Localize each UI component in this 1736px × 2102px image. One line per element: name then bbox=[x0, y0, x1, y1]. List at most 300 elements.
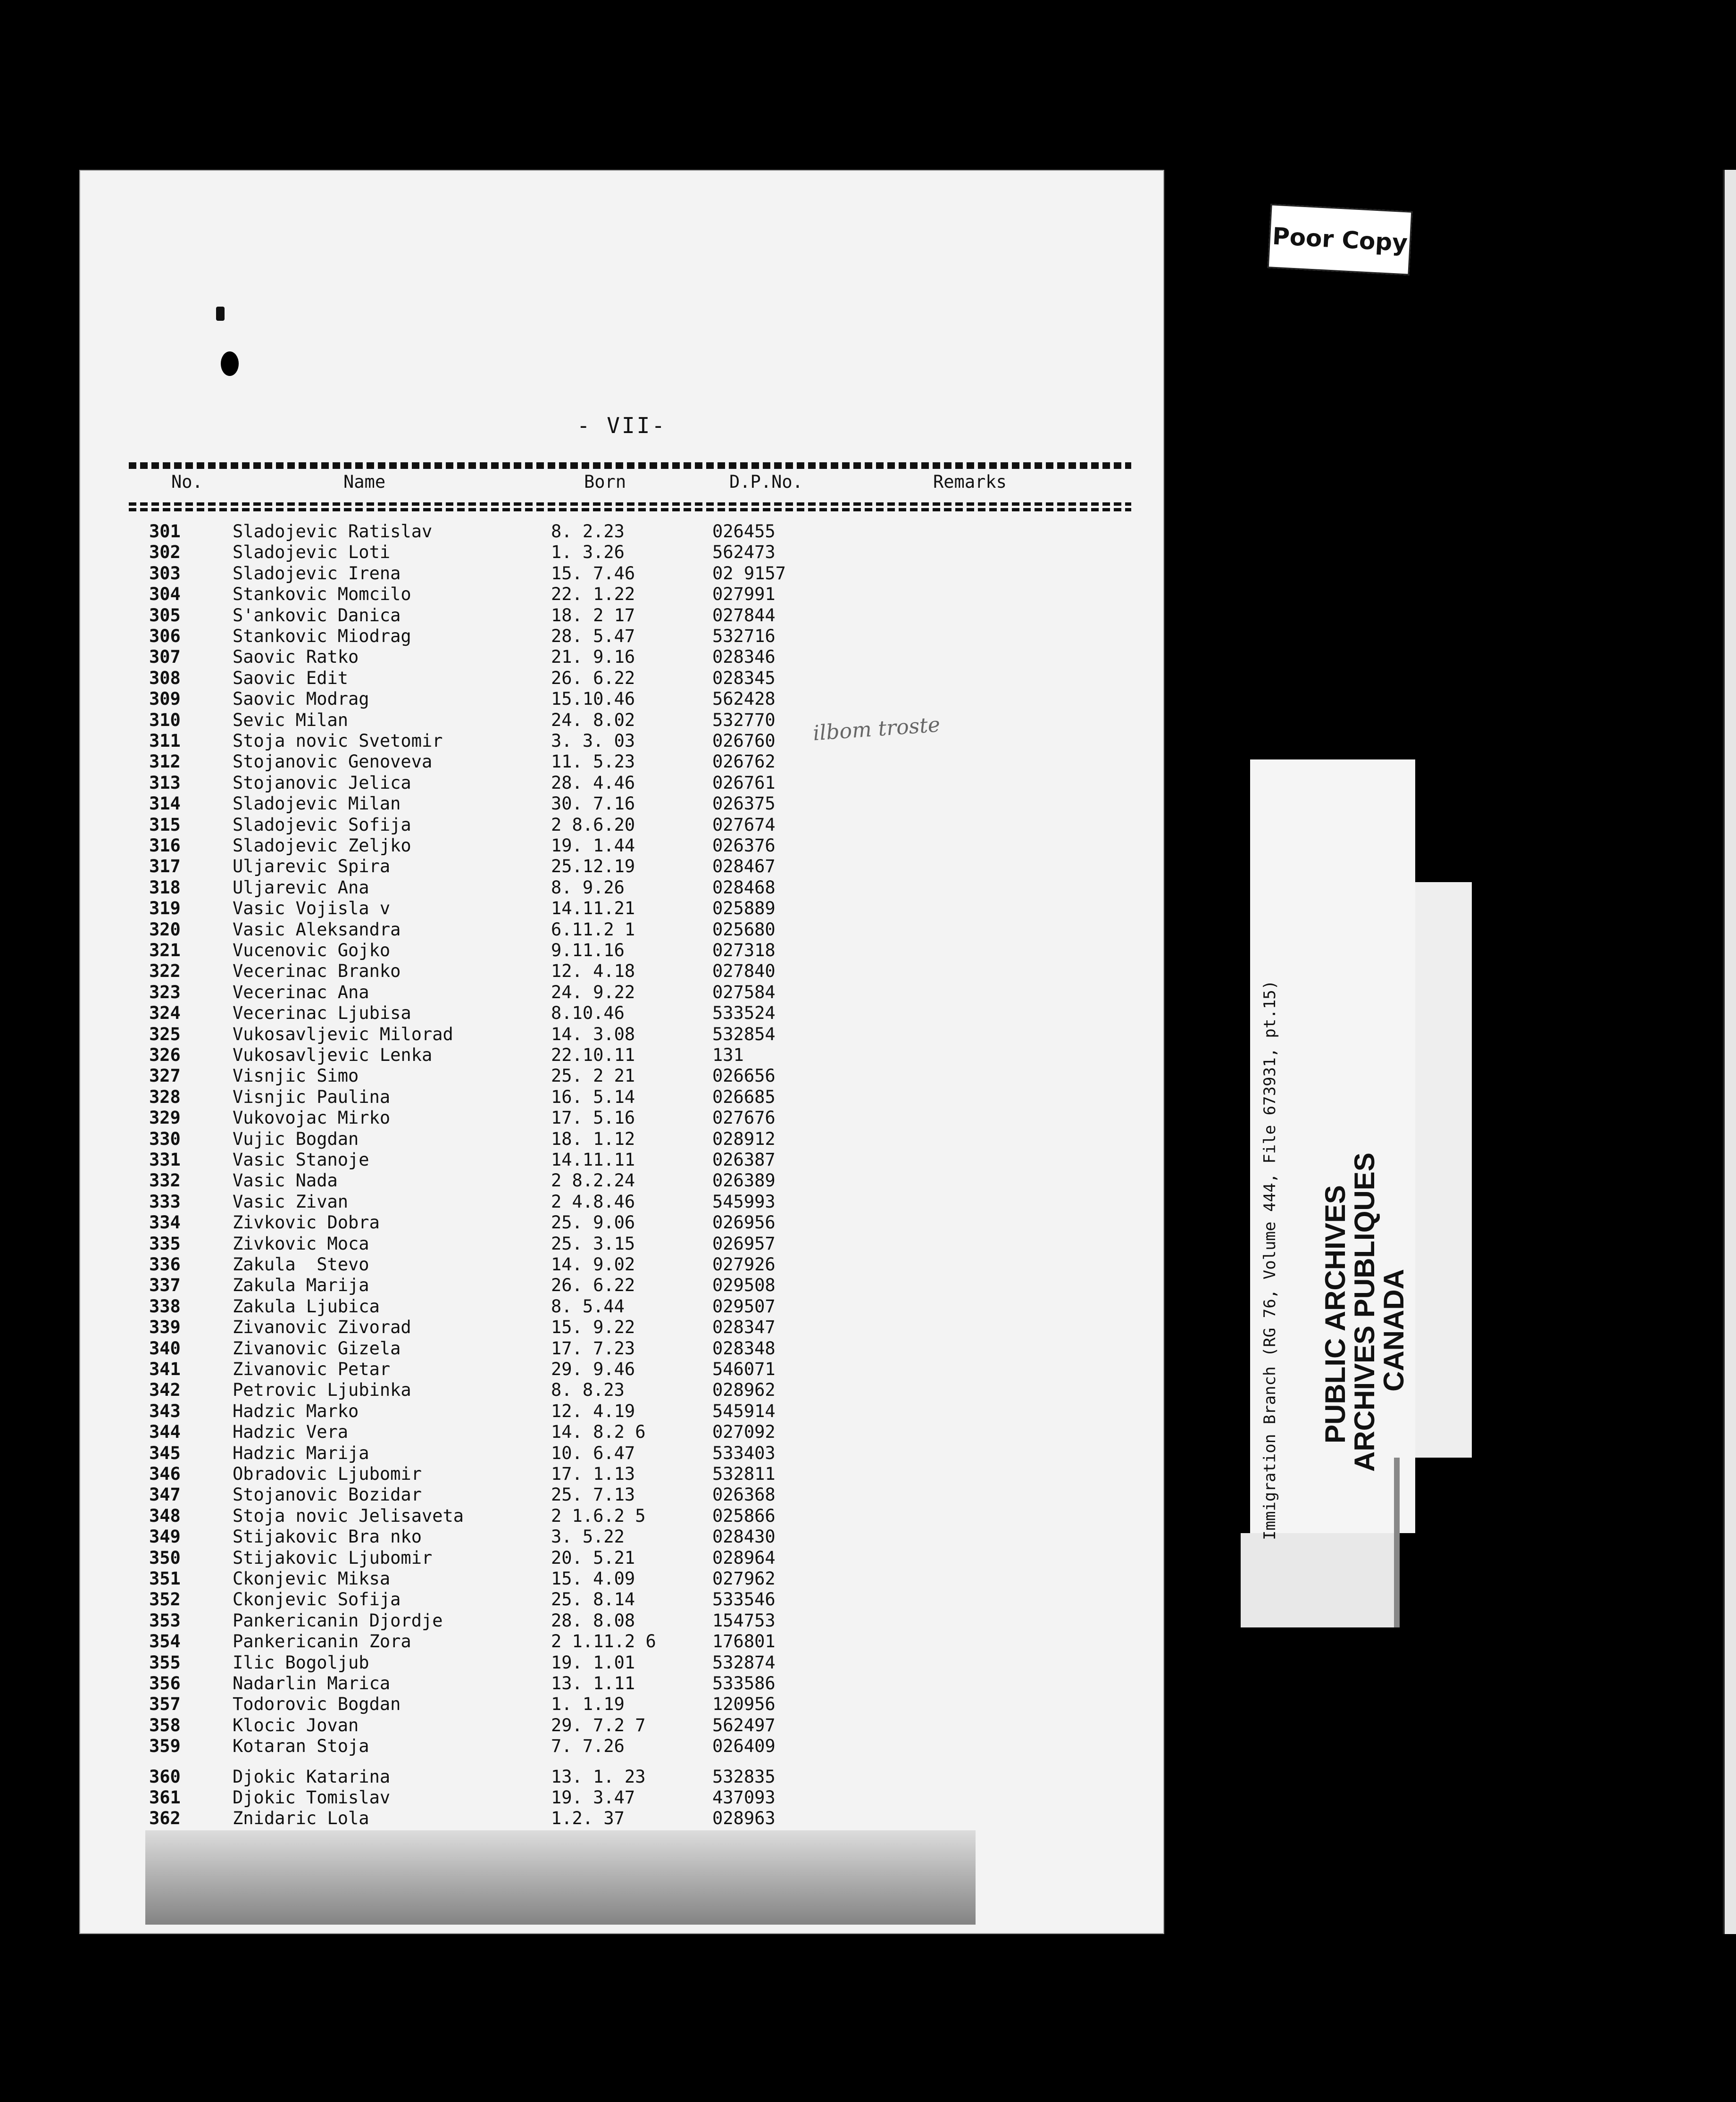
table-row bbox=[79, 521, 1164, 543]
archive-citation: Immigration Branch (RG 76, Volume 444, File 673931, pt.15) bbox=[1260, 980, 1279, 1540]
row-dp-number: 027962 bbox=[712, 1568, 776, 1589]
row-number: 353 bbox=[149, 1610, 181, 1631]
row-name: Zivkovic Dobra bbox=[233, 1212, 380, 1233]
row-dp-number: 026761 bbox=[712, 772, 776, 793]
row-name: Zivanovic Petar bbox=[233, 1359, 391, 1379]
row-born: 8. 9.26 bbox=[551, 877, 625, 898]
row-name: Zakula Marija bbox=[233, 1275, 369, 1296]
row-born: 22.10.11 bbox=[551, 1045, 635, 1065]
row-born: 17. 7.23 bbox=[551, 1338, 635, 1359]
row-dp-number: 026760 bbox=[712, 731, 776, 751]
row-dp-number: 028962 bbox=[712, 1380, 776, 1401]
row-born: 8. 5.44 bbox=[551, 1296, 625, 1317]
row-born: 13. 1. 23 bbox=[551, 1766, 646, 1787]
row-name: Vucenovic Gojko bbox=[233, 940, 391, 960]
row-name: Zivanovic Gizela bbox=[233, 1338, 401, 1359]
row-number: 351 bbox=[149, 1568, 181, 1589]
table-row bbox=[79, 1694, 1164, 1716]
row-number: 362 bbox=[149, 1808, 181, 1829]
table-row bbox=[79, 1066, 1164, 1087]
smudged-bottom-area bbox=[145, 1830, 976, 1925]
table-row bbox=[79, 1631, 1164, 1653]
row-dp-number: 026762 bbox=[712, 751, 776, 772]
table-row bbox=[79, 668, 1164, 690]
table-row bbox=[79, 1003, 1164, 1025]
row-dp-number: 532854 bbox=[712, 1024, 776, 1044]
row-dp-number: 026376 bbox=[712, 835, 776, 856]
table-row bbox=[79, 1464, 1164, 1485]
table-row bbox=[79, 1736, 1164, 1758]
row-number: 330 bbox=[149, 1128, 181, 1149]
row-born: 25. 2 21 bbox=[551, 1066, 635, 1086]
table-row bbox=[79, 1380, 1164, 1401]
table-row bbox=[79, 710, 1164, 732]
row-born: 16. 5.14 bbox=[551, 1086, 635, 1107]
row-dp-number: 028912 bbox=[712, 1128, 776, 1149]
row-dp-number: 026389 bbox=[712, 1170, 776, 1191]
table-row bbox=[79, 1234, 1164, 1255]
row-dp-number: 562473 bbox=[712, 542, 776, 563]
row-name: Ilic Bogoljub bbox=[233, 1652, 369, 1673]
row-number: 332 bbox=[149, 1170, 181, 1191]
poor-copy-stamp: Poor Copy bbox=[1268, 204, 1413, 275]
row-dp-number: 028345 bbox=[712, 667, 776, 688]
table-row bbox=[79, 1296, 1164, 1318]
row-number: 301 bbox=[149, 521, 181, 542]
row-name: Stijakovic Ljubomir bbox=[233, 1547, 433, 1568]
row-dp-number: 027092 bbox=[712, 1422, 776, 1443]
row-number: 317 bbox=[149, 856, 181, 877]
table-row bbox=[79, 877, 1164, 899]
row-number: 306 bbox=[149, 626, 181, 646]
row-name: Uljarevic Spira bbox=[233, 856, 391, 877]
row-dp-number: 532835 bbox=[712, 1766, 776, 1787]
row-name: Pankericanin Zora bbox=[233, 1631, 411, 1652]
row-born: 15. 7.46 bbox=[551, 563, 635, 584]
row-number: 329 bbox=[149, 1108, 181, 1128]
row-dp-number: 028430 bbox=[712, 1526, 776, 1547]
row-name: Hadzic Vera bbox=[233, 1422, 349, 1443]
row-dp-number: 027676 bbox=[712, 1108, 776, 1128]
row-born: 15. 9.22 bbox=[551, 1317, 635, 1338]
row-number: 322 bbox=[149, 961, 181, 982]
row-dp-number: 026685 bbox=[712, 1086, 776, 1107]
row-dp-number: 027844 bbox=[712, 605, 776, 626]
table-row bbox=[79, 1045, 1164, 1067]
table-row bbox=[79, 940, 1164, 962]
row-number: 357 bbox=[149, 1694, 181, 1715]
row-dp-number: 028963 bbox=[712, 1808, 776, 1829]
row-name: Saovic Modrag bbox=[233, 689, 369, 709]
row-dp-number: 027926 bbox=[712, 1254, 776, 1275]
row-number: 307 bbox=[149, 647, 181, 667]
row-number: 344 bbox=[149, 1422, 181, 1443]
row-dp-number: 026656 bbox=[712, 1066, 776, 1086]
row-name: Klocic Jovan bbox=[233, 1715, 359, 1735]
row-number: 333 bbox=[149, 1191, 181, 1212]
row-name: Nadarlin Marica bbox=[233, 1673, 391, 1693]
header-dp-no: D.P.No. bbox=[729, 472, 803, 492]
row-dp-number: 027674 bbox=[712, 814, 776, 835]
table-row bbox=[79, 647, 1164, 668]
row-name: Stijakovic Bra nko bbox=[233, 1526, 422, 1547]
row-name: Vasic Aleksandra bbox=[233, 919, 401, 940]
row-dp-number: 437093 bbox=[712, 1787, 776, 1808]
table-row bbox=[79, 898, 1164, 920]
header-no: No. bbox=[171, 472, 203, 492]
row-born: 18. 2 17 bbox=[551, 605, 635, 626]
table-row bbox=[79, 584, 1164, 606]
row-name: Zivkovic Moca bbox=[233, 1233, 369, 1254]
ink-blot bbox=[221, 351, 239, 376]
page-title: - VII- bbox=[576, 413, 667, 438]
row-number: 328 bbox=[149, 1086, 181, 1107]
row-number: 349 bbox=[149, 1526, 181, 1547]
table-row bbox=[79, 751, 1164, 773]
table-row bbox=[79, 731, 1164, 752]
row-born: 20. 5.21 bbox=[551, 1547, 635, 1568]
table-row bbox=[79, 1212, 1164, 1234]
table-row bbox=[79, 1317, 1164, 1339]
row-dp-number: 028347 bbox=[712, 1317, 776, 1338]
row-number: 321 bbox=[149, 940, 181, 960]
row-born: 10. 6.47 bbox=[551, 1443, 635, 1463]
row-born: 2 1.6.2 5 bbox=[551, 1505, 646, 1526]
table-row bbox=[79, 1715, 1164, 1737]
table-row bbox=[79, 1129, 1164, 1151]
row-name: Djokic Tomislav bbox=[233, 1787, 391, 1808]
table-row bbox=[79, 835, 1164, 857]
row-dp-number: 154753 bbox=[712, 1610, 776, 1631]
row-born: 8. 8.23 bbox=[551, 1380, 625, 1401]
row-number: 312 bbox=[149, 751, 181, 772]
row-number: 358 bbox=[149, 1715, 181, 1735]
row-dp-number: 028346 bbox=[712, 647, 776, 667]
row-name: Vukosavljevic Milorad bbox=[233, 1024, 453, 1044]
header-rule-top bbox=[129, 462, 1131, 469]
table-header bbox=[79, 472, 1164, 498]
row-dp-number: 027840 bbox=[712, 961, 776, 982]
row-born: 17. 5.16 bbox=[551, 1108, 635, 1128]
row-dp-number: 545914 bbox=[712, 1401, 776, 1421]
row-name: Sladojevic Irena bbox=[233, 563, 401, 584]
row-number: 340 bbox=[149, 1338, 181, 1359]
row-born: 1. 3.26 bbox=[551, 542, 625, 563]
row-dp-number: 027318 bbox=[712, 940, 776, 960]
row-name: Stankovic Miodrag bbox=[233, 626, 411, 646]
row-born: 13. 1.11 bbox=[551, 1673, 635, 1693]
row-name: Zivanovic Zivorad bbox=[233, 1317, 411, 1338]
table-row bbox=[79, 1150, 1164, 1171]
row-name: Todorovic Bogdan bbox=[233, 1694, 401, 1715]
row-number: 313 bbox=[149, 772, 181, 793]
row-name: Visnjic Paulina bbox=[233, 1086, 391, 1107]
row-number: 325 bbox=[149, 1024, 181, 1044]
row-name: Vukosavljevic Lenka bbox=[233, 1045, 433, 1065]
archive-label-lower bbox=[1241, 1533, 1396, 1627]
row-number: 311 bbox=[149, 731, 181, 751]
row-born: 7. 7.26 bbox=[551, 1736, 625, 1757]
row-dp-number: 029508 bbox=[712, 1275, 776, 1296]
header-remarks: Remarks bbox=[933, 472, 1007, 492]
row-number: 302 bbox=[149, 542, 181, 563]
row-dp-number: 025866 bbox=[712, 1505, 776, 1526]
row-dp-number: 176801 bbox=[712, 1631, 776, 1652]
row-number: 310 bbox=[149, 709, 181, 730]
row-number: 314 bbox=[149, 793, 181, 814]
row-name: Sladojevic Zeljko bbox=[233, 835, 411, 856]
row-born: 25. 8.14 bbox=[551, 1589, 635, 1610]
table-row bbox=[79, 1767, 1164, 1788]
row-dp-number: 026375 bbox=[712, 793, 776, 814]
row-dp-number: 028348 bbox=[712, 1338, 776, 1359]
table-row bbox=[79, 1024, 1164, 1046]
row-born: 26. 6.22 bbox=[551, 667, 635, 688]
row-born: 3. 5.22 bbox=[551, 1526, 625, 1547]
table-row bbox=[79, 542, 1164, 564]
row-name: Djokic Katarina bbox=[233, 1766, 391, 1787]
table-row bbox=[79, 1506, 1164, 1527]
table-row bbox=[79, 1087, 1164, 1109]
row-born: 6.11.2 1 bbox=[551, 919, 635, 940]
row-number: 308 bbox=[149, 667, 181, 688]
row-number: 316 bbox=[149, 835, 181, 856]
row-born: 3. 3. 03 bbox=[551, 731, 635, 751]
row-dp-number: 025680 bbox=[712, 919, 776, 940]
row-born: 12. 4.19 bbox=[551, 1401, 635, 1421]
row-born: 8. 2.23 bbox=[551, 521, 625, 542]
row-name: Vujic Bogdan bbox=[233, 1128, 359, 1149]
row-born: 28. 8.08 bbox=[551, 1610, 635, 1631]
table-row bbox=[79, 1610, 1164, 1632]
row-number: 360 bbox=[149, 1766, 181, 1787]
row-born: 26. 6.22 bbox=[551, 1275, 635, 1296]
archive-line-1: PUBLIC ARCHIVES bbox=[1319, 1185, 1351, 1443]
table-row bbox=[79, 1170, 1164, 1192]
table-row bbox=[79, 793, 1164, 815]
row-name: Vecerinac Branko bbox=[233, 961, 401, 982]
table-row bbox=[79, 961, 1164, 983]
table-row bbox=[79, 563, 1164, 585]
row-name: Sladojevic Ratislav bbox=[233, 521, 433, 542]
header-born: Born bbox=[584, 472, 626, 492]
table-row bbox=[79, 856, 1164, 878]
row-born: 1.2. 37 bbox=[551, 1808, 625, 1829]
row-born: 1. 1.19 bbox=[551, 1694, 625, 1715]
row-dp-number: 532811 bbox=[712, 1464, 776, 1484]
row-born: 15.10.46 bbox=[551, 689, 635, 709]
row-name: Vecerinac Ana bbox=[233, 982, 369, 1002]
table-row bbox=[79, 919, 1164, 941]
row-number: 323 bbox=[149, 982, 181, 1002]
row-born: 25. 9.06 bbox=[551, 1212, 635, 1233]
row-dp-number: 533546 bbox=[712, 1589, 776, 1610]
row-name: Vasic Nada bbox=[233, 1170, 338, 1191]
row-name: Stoja novic Svetomir bbox=[233, 731, 443, 751]
row-born: 29. 9.46 bbox=[551, 1359, 635, 1379]
row-dp-number: 026368 bbox=[712, 1485, 776, 1505]
row-number: 319 bbox=[149, 898, 181, 919]
row-number: 338 bbox=[149, 1296, 181, 1317]
row-born: 24. 8.02 bbox=[551, 709, 635, 730]
row-number: 343 bbox=[149, 1401, 181, 1421]
table-row bbox=[79, 1359, 1164, 1381]
row-born: 2 8.2.24 bbox=[551, 1170, 635, 1191]
row-born: 19. 1.01 bbox=[551, 1652, 635, 1673]
archive-line-2: ARCHIVES PUBLIQUES bbox=[1349, 1152, 1380, 1472]
table-row bbox=[79, 1526, 1164, 1548]
table-row bbox=[79, 626, 1164, 648]
row-number: 348 bbox=[149, 1505, 181, 1526]
archive-label-tab bbox=[1415, 882, 1472, 1458]
row-dp-number: 026455 bbox=[712, 521, 776, 542]
table-row bbox=[79, 605, 1164, 627]
row-born: 14.11.21 bbox=[551, 898, 635, 919]
row-dp-number: 028964 bbox=[712, 1547, 776, 1568]
row-number: 354 bbox=[149, 1631, 181, 1652]
row-born: 17. 1.13 bbox=[551, 1464, 635, 1484]
row-name: Vecerinac Ljubisa bbox=[233, 1003, 411, 1024]
row-name: Sladojevic Loti bbox=[233, 542, 391, 563]
row-dp-number: 545993 bbox=[712, 1191, 776, 1212]
row-born: 14.11.11 bbox=[551, 1150, 635, 1170]
row-name: Znidaric Lola bbox=[233, 1808, 369, 1829]
row-number: 350 bbox=[149, 1547, 181, 1568]
row-name: Vasic Zivan bbox=[233, 1191, 349, 1212]
table-row bbox=[79, 1485, 1164, 1506]
row-dp-number: 562497 bbox=[712, 1715, 776, 1735]
row-born: 2 4.8.46 bbox=[551, 1191, 635, 1212]
row-name: Sladojevic Sofija bbox=[233, 814, 411, 835]
row-number: 347 bbox=[149, 1485, 181, 1505]
row-number: 339 bbox=[149, 1317, 181, 1338]
table-row bbox=[79, 1108, 1164, 1129]
row-number: 326 bbox=[149, 1045, 181, 1065]
row-number: 309 bbox=[149, 689, 181, 709]
row-number: 320 bbox=[149, 919, 181, 940]
row-dp-number: 026387 bbox=[712, 1150, 776, 1170]
table-row bbox=[79, 1652, 1164, 1674]
row-dp-number: 546071 bbox=[712, 1359, 776, 1379]
row-born: 24. 9.22 bbox=[551, 982, 635, 1002]
row-dp-number: 028467 bbox=[712, 856, 776, 877]
row-number: 336 bbox=[149, 1254, 181, 1275]
row-name: Hadzic Marija bbox=[233, 1443, 369, 1463]
header-rule-bottom-1 bbox=[129, 502, 1131, 506]
row-dp-number: 025889 bbox=[712, 898, 776, 919]
row-number: 303 bbox=[149, 563, 181, 584]
row-born: 2 8.6.20 bbox=[551, 814, 635, 835]
row-dp-number: 028468 bbox=[712, 877, 776, 898]
row-dp-number: 027584 bbox=[712, 982, 776, 1002]
row-born: 2 1.11.2 6 bbox=[551, 1631, 656, 1652]
row-born: 22. 1.22 bbox=[551, 584, 635, 605]
row-number: 315 bbox=[149, 814, 181, 835]
row-number: 342 bbox=[149, 1380, 181, 1401]
row-number: 345 bbox=[149, 1443, 181, 1463]
row-name: Zakula Stevo bbox=[233, 1254, 369, 1275]
table-row bbox=[79, 982, 1164, 1004]
row-number: 305 bbox=[149, 605, 181, 626]
row-dp-number: 027991 bbox=[712, 584, 776, 605]
row-born: 30. 7.16 bbox=[551, 793, 635, 814]
ink-mark bbox=[216, 307, 225, 321]
row-born: 28. 4.46 bbox=[551, 772, 635, 793]
table-row bbox=[79, 1422, 1164, 1443]
table-row bbox=[79, 689, 1164, 710]
row-name: Zakula Ljubica bbox=[233, 1296, 380, 1317]
row-number: 359 bbox=[149, 1736, 181, 1757]
table-row bbox=[79, 1568, 1164, 1590]
row-dp-number: 532716 bbox=[712, 626, 776, 646]
document-sheet bbox=[79, 170, 1164, 1934]
row-number: 331 bbox=[149, 1150, 181, 1170]
row-number: 334 bbox=[149, 1212, 181, 1233]
row-name: Saovic Ratko bbox=[233, 647, 359, 667]
row-name: S'ankovic Danica bbox=[233, 605, 401, 626]
row-name: Hadzic Marko bbox=[233, 1401, 359, 1421]
row-born: 29. 7.2 7 bbox=[551, 1715, 646, 1735]
row-number: 337 bbox=[149, 1275, 181, 1296]
row-born: 8.10.46 bbox=[551, 1003, 625, 1024]
row-number: 335 bbox=[149, 1233, 181, 1254]
row-number: 341 bbox=[149, 1359, 181, 1379]
row-born: 15. 4.09 bbox=[551, 1568, 635, 1589]
row-name: Vukovojac Mirko bbox=[233, 1108, 391, 1128]
row-dp-number: 533403 bbox=[712, 1443, 776, 1463]
row-born: 11. 5.23 bbox=[551, 751, 635, 772]
row-name: Stojanovic Jelica bbox=[233, 772, 411, 793]
row-born: 25. 7.13 bbox=[551, 1485, 635, 1505]
header-rule-bottom-2 bbox=[129, 508, 1131, 511]
row-born: 14. 3.08 bbox=[551, 1024, 635, 1044]
table-row bbox=[79, 1275, 1164, 1297]
row-dp-number: 120956 bbox=[712, 1694, 776, 1715]
row-number: 352 bbox=[149, 1589, 181, 1610]
table-row bbox=[79, 1673, 1164, 1695]
row-name: Stoja novic Jelisaveta bbox=[233, 1505, 464, 1526]
row-dp-number: 562428 bbox=[712, 689, 776, 709]
row-name: Sladojevic Milan bbox=[233, 793, 401, 814]
row-number: 304 bbox=[149, 584, 181, 605]
row-born: 21. 9.16 bbox=[551, 647, 635, 667]
row-name: Obradovic Ljubomir bbox=[233, 1464, 422, 1484]
row-born: 19. 3.47 bbox=[551, 1787, 635, 1808]
row-name: Uljarevic Ana bbox=[233, 877, 369, 898]
row-born: 12. 4.18 bbox=[551, 961, 635, 982]
row-name: Visnjic Simo bbox=[233, 1066, 359, 1086]
row-dp-number: 026409 bbox=[712, 1736, 776, 1757]
table-row bbox=[79, 815, 1164, 836]
table-row bbox=[79, 773, 1164, 794]
row-name: Pankericanin Djordje bbox=[233, 1610, 443, 1631]
row-name: Vasic Stanoje bbox=[233, 1150, 369, 1170]
row-name: Kotaran Stoja bbox=[233, 1736, 369, 1757]
table-row bbox=[79, 1808, 1164, 1830]
row-dp-number: 026956 bbox=[712, 1212, 776, 1233]
row-number: 356 bbox=[149, 1673, 181, 1693]
row-name: Vasic Vojisla v bbox=[233, 898, 391, 919]
row-dp-number: 02 9157 bbox=[712, 563, 786, 584]
row-dp-number: 532770 bbox=[712, 709, 776, 730]
row-born: 19. 1.44 bbox=[551, 835, 635, 856]
row-number: 324 bbox=[149, 1003, 181, 1024]
row-name: Saovic Edit bbox=[233, 667, 349, 688]
row-dp-number: 026957 bbox=[712, 1233, 776, 1254]
row-name: Stojanovic Bozidar bbox=[233, 1485, 422, 1505]
table-row bbox=[79, 1589, 1164, 1611]
row-dp-number: 533586 bbox=[712, 1673, 776, 1693]
